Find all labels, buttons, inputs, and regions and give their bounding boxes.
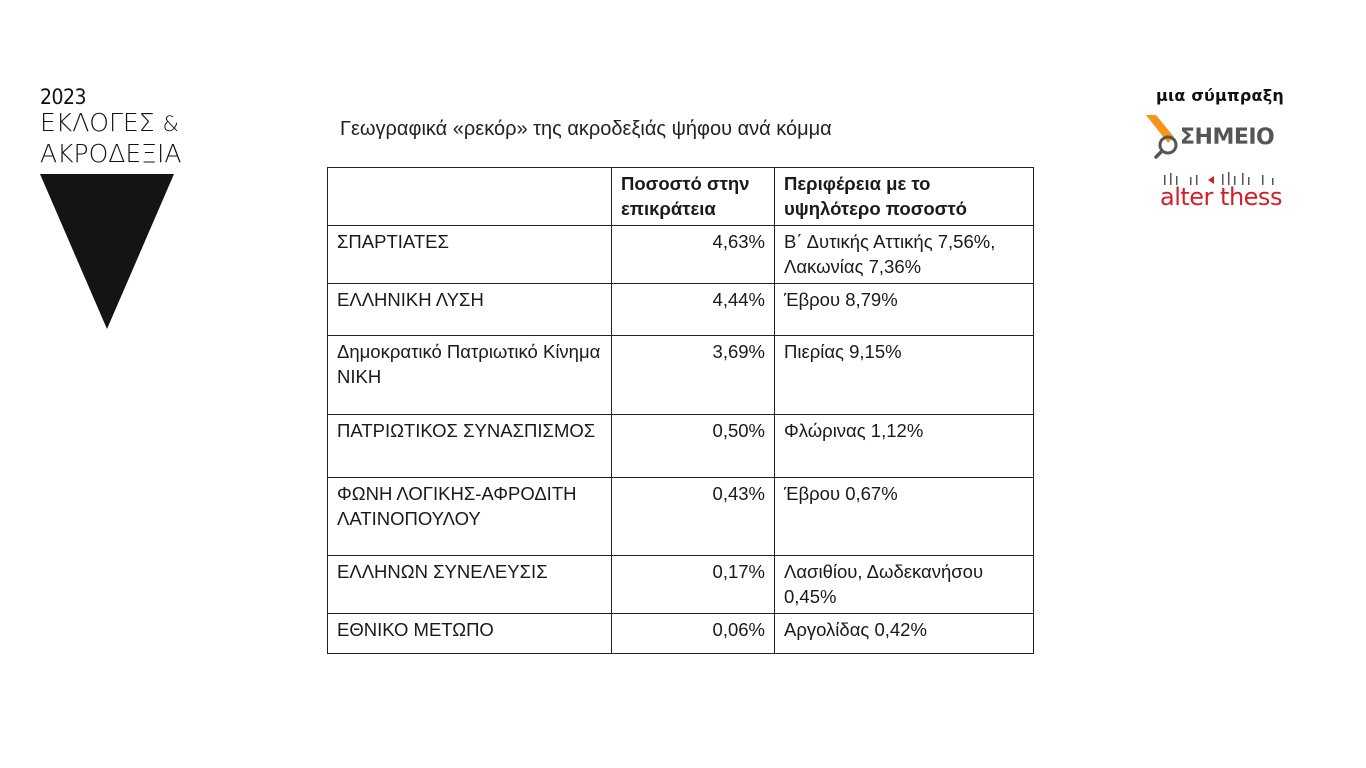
triangle-icon — [40, 174, 174, 329]
cell-region: Πιερίας 9,15% — [775, 336, 1034, 415]
brand-block — [40, 86, 210, 168]
header-region: Περιφέρεια με το υψηλότερο ποσοστό — [775, 168, 1034, 226]
table-row — [328, 556, 1034, 614]
cell-pct: 0,50% — [612, 415, 775, 478]
cell-pct: 4,63% — [612, 226, 775, 284]
brand-line-1 — [40, 108, 210, 139]
cell-region: Αργολίδας 0,42% — [775, 614, 1034, 654]
table-row — [328, 284, 1034, 336]
cell-pct: 4,44% — [612, 284, 775, 336]
table-header-row — [328, 168, 1034, 226]
magnifier-icon — [1144, 115, 1184, 159]
cell-pct: 3,69% — [612, 336, 775, 415]
cell-region: Λασιθίου, Δωδεκανήσου 0,45% — [775, 556, 1034, 614]
header-party — [328, 168, 612, 226]
results-table — [327, 167, 1034, 654]
simeio-wordmark: ΣΗΜΕΙΟ — [1180, 125, 1275, 150]
table-row — [328, 478, 1034, 556]
table-row — [328, 415, 1034, 478]
partners-label: μια σύμπραξη — [1156, 86, 1284, 105]
table-row — [328, 226, 1034, 284]
cell-party: ΕΛΛΗΝΩΝ ΣΥΝΕΛΕΥΣΙΣ — [328, 556, 612, 614]
cell-party: ΕΛΛΗΝΙΚΗ ΛΥΣΗ — [328, 284, 612, 336]
alter-thess-wordmark: alter thess — [1160, 183, 1282, 211]
header-pct: Ποσοστό στην επικράτεια — [612, 168, 775, 226]
cell-party: Δημοκρατικό Πατριωτικό Κίνημα ΝΙΚΗ — [328, 336, 612, 415]
cell-party: ΣΠΑΡΤΙΑΤΕΣ — [328, 226, 612, 284]
brand-year: 2023 — [40, 85, 87, 109]
table-row — [328, 614, 1034, 654]
cell-party: ΕΘΝΙΚΟ ΜΕΤΩΠΟ — [328, 614, 612, 654]
cell-region: Έβρου 8,79% — [775, 284, 1034, 336]
brand-word-elections: ΕΚΛΟΓΕΣ — [40, 108, 155, 137]
simeio-logo — [1140, 115, 1300, 159]
table-row — [328, 336, 1034, 415]
cell-region: Β΄ Δυτικής Αττικής 7,56%, Λακωνίας 7,36% — [775, 226, 1034, 284]
cell-pct: 0,06% — [612, 614, 775, 654]
cell-region: Έβρου 0,67% — [775, 478, 1034, 556]
brand-ampersand: & — [162, 112, 179, 136]
partners-block — [1140, 86, 1300, 215]
cell-pct: 0,43% — [612, 478, 775, 556]
alter-thess-logo — [1140, 171, 1300, 215]
cell-party: ΦΩΝΗ ΛΟΓΙΚΗΣ-ΑΦΡΟΔΙΤΗ ΛΑΤΙΝΟΠΟΥΛΟΥ — [328, 478, 612, 556]
page-title: Γεωγραφικά «ρεκόρ» της ακροδεξιάς ψήφου ανά κόμμα — [340, 118, 832, 140]
cell-party: ΠΑΤΡΙΩΤΙΚΟΣ ΣΥΝΑΣΠΙΣΜΟΣ — [328, 415, 612, 478]
cell-region: Φλώρινας 1,12% — [775, 415, 1034, 478]
cell-pct: 0,17% — [612, 556, 775, 614]
brand-line-2: ΑΚΡΟΔΕΞΙΑ — [40, 139, 182, 168]
